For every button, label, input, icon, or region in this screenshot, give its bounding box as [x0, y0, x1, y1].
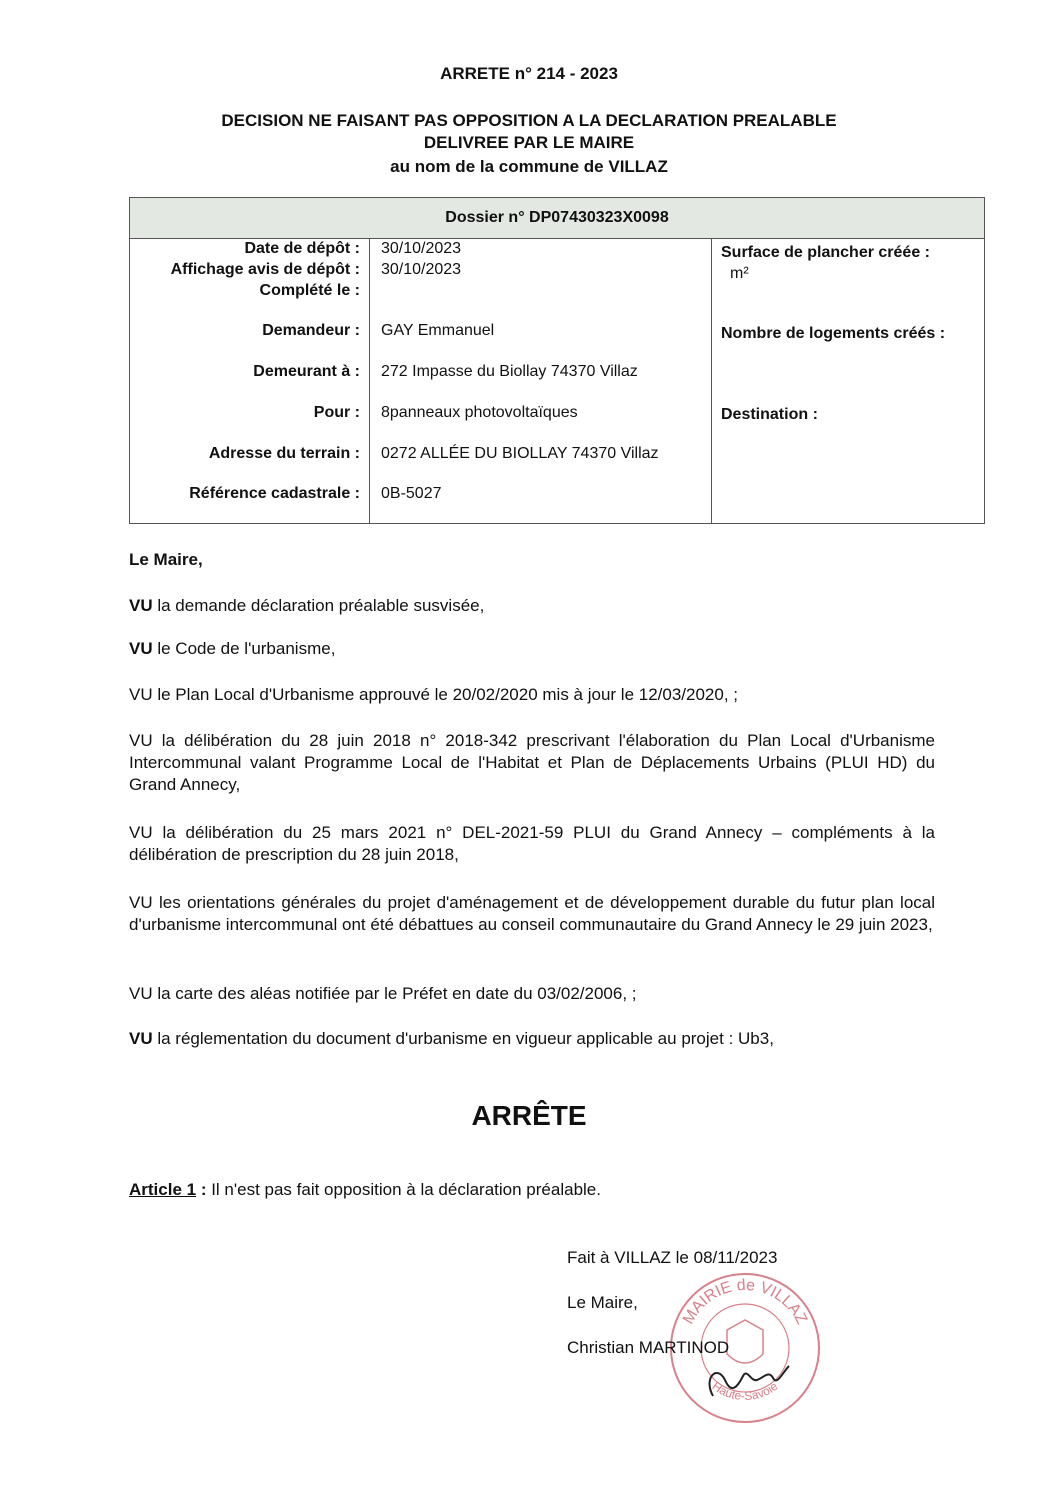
vu-word: VU — [129, 1029, 153, 1048]
arrete-number: ARRETE n° 214 - 2023 — [440, 64, 618, 83]
intro: Le Maire, — [129, 550, 203, 569]
date-depot-value: 30/10/2023 — [381, 240, 462, 257]
vu-text: le Code de l'urbanisme, — [152, 639, 336, 658]
complete-label: Complété le : — [259, 282, 360, 299]
signatory-role: Le Maire, — [567, 1293, 638, 1312]
arrete-heading: ARRÊTE — [471, 1100, 587, 1131]
title-line-3: au nom de la commune de VILLAZ — [390, 157, 668, 176]
decision-title — [0, 110, 1058, 178]
reference-label: Référence cadastrale : — [189, 485, 360, 502]
column-divider — [369, 238, 370, 523]
vu-paragraph: VU les orientations générales du projet d'aménagement et de développement durable du futur plan local d'urbanisme intercommunal ont été débattues au conseil communautaire du Grand Annecy le 29 juin 2023, — [129, 893, 935, 934]
demeurant-label: Demeurant à : — [253, 363, 360, 380]
vu-paragraph — [129, 595, 935, 617]
surface-label: Surface de plancher créée : — [721, 244, 930, 261]
demeurant-value: 272 Impasse du Biollay 74370 Villaz — [381, 363, 638, 380]
vu-paragraph: VU la délibération du 28 juin 2018 n° 2018-342 prescrivant l'élaboration du Plan Local d'Urbanisme Intercommunal valant Programme Local de l'Habitat et Plan de Déplacements Urbains (PLUI HD) du Grand Annecy, — [129, 731, 935, 794]
article-1 — [129, 1180, 601, 1200]
adresse-value: 0272 ALLÉE DU BIOLLAY 74370 Villaz — [381, 445, 659, 462]
place-date: Fait à VILLAZ le 08/11/2023 — [567, 1248, 778, 1267]
vu-word: VU — [129, 639, 153, 658]
pour-label: Pour : — [313, 404, 360, 421]
vu-text: la demande déclaration préalable susvisée, — [152, 596, 485, 615]
article-label: Article 1 — [129, 1180, 197, 1199]
stamp-subtext: Haute-Savoie — [709, 1378, 781, 1404]
title-line-2: DELIVREE PAR LE MAIRE — [423, 133, 635, 152]
article-text: Il n'est pas fait opposition à la déclaration préalable. — [211, 1180, 601, 1199]
surface-unit: m² — [730, 265, 749, 282]
demandeur-label: Demandeur : — [262, 322, 360, 339]
adresse-label: Adresse du terrain : — [208, 445, 360, 462]
pour-value: 8panneaux photovoltaïques — [381, 404, 578, 421]
vu-paragraph — [129, 1028, 935, 1050]
vu-paragraph: VU le Plan Local d'Urbanisme approuvé le 20/02/2020 mis à jour le 12/03/2020, ; — [129, 685, 739, 704]
vu-paragraph — [129, 638, 935, 660]
vu-word: VU — [129, 596, 153, 615]
reference-value: 0B-5027 — [381, 485, 442, 502]
affichage-label: Affichage avis de dépôt : — [170, 261, 360, 278]
destination-label: Destination : — [721, 406, 818, 423]
affichage-value: 30/10/2023 — [381, 261, 462, 278]
stamp-text: MAIRIE de VILLAZ — [679, 1276, 811, 1328]
vu-paragraph: VU la délibération du 25 mars 2021 n° DEL-2021-59 PLUI du Grand Annecy – compléments à la délibération de prescription du 28 juin 2018, — [129, 823, 935, 864]
vu-text: la réglementation du document d'urbanisme en vigueur applicable au projet : Ub3, — [152, 1029, 774, 1048]
date-depot-label: Date de dépôt : — [244, 240, 360, 257]
logements-label: Nombre de logements créés : — [721, 325, 946, 342]
demandeur-value: GAY Emmanuel — [381, 322, 495, 339]
signatory-name: Christian MARTINOD — [567, 1338, 730, 1357]
vu-paragraph: VU la carte des aléas notifiée par le Préfet en date du 03/02/2006, ; — [129, 984, 637, 1003]
dossier-number: Dossier n° DP07430323X0098 — [130, 198, 984, 239]
article-separator: : — [196, 1180, 212, 1199]
column-divider — [711, 238, 712, 523]
dossier-table — [129, 197, 985, 524]
title-line-1: DECISION NE FAISANT PAS OPPOSITION A LA DECLARATION PREALABLE — [221, 111, 837, 130]
